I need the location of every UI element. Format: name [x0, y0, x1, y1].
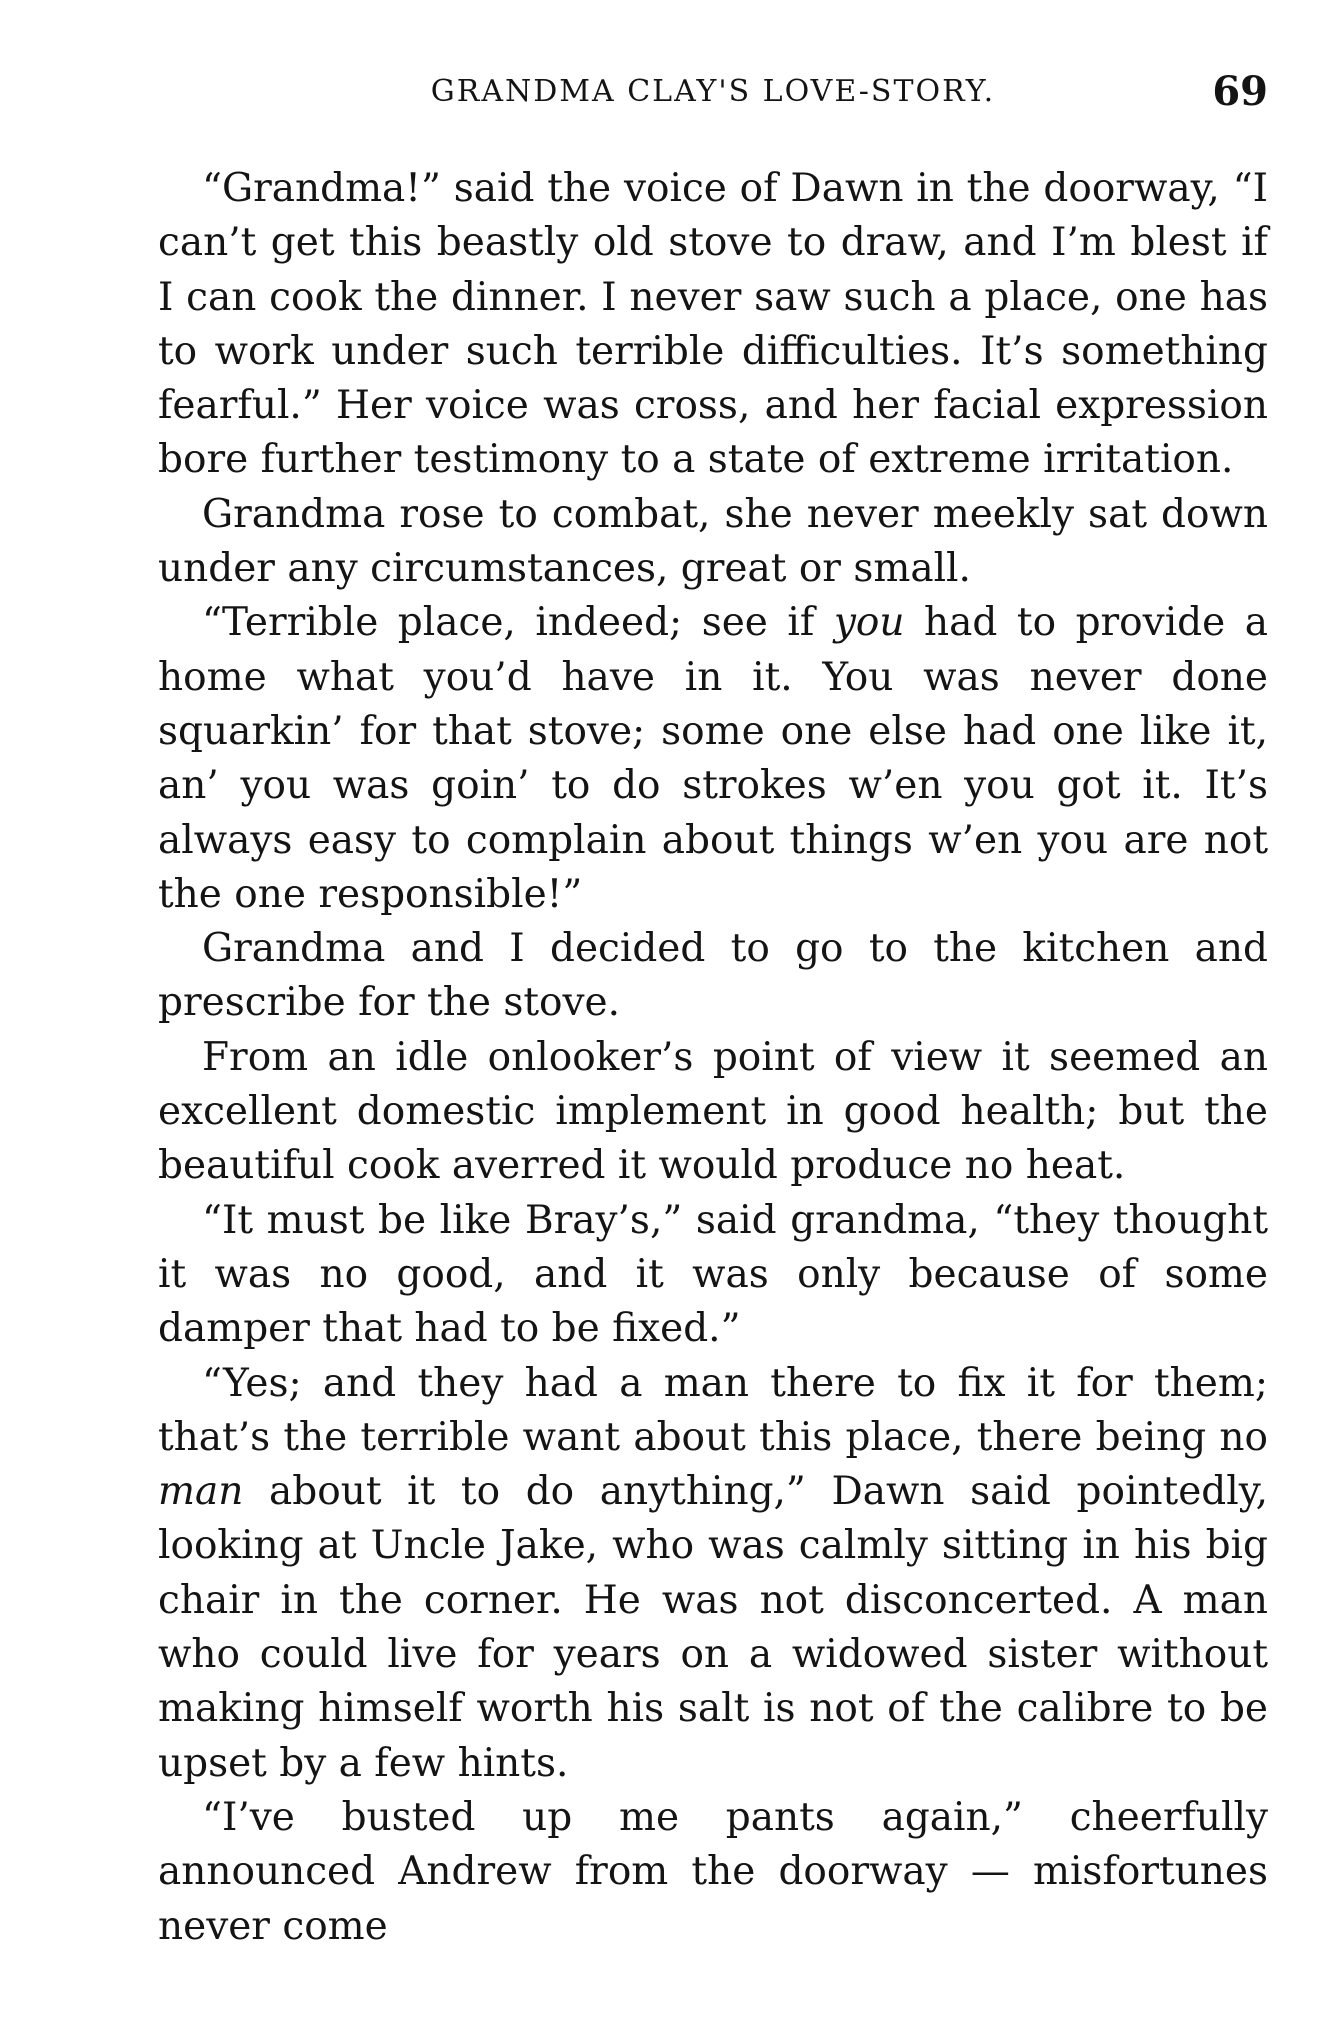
paragraph-1: [158, 162, 1268, 488]
paragraph-text: “It must be like Bray’s,” said grandma, “they thought it was no good, and it was only because of some damper that had to be fixed.”: [158, 1197, 1268, 1352]
paragraph-text: “I’ve busted up me pants again,” cheerfully announced Andrew from the doorway — misfortunes never come: [158, 1794, 1268, 1949]
running-title: GRANDMA CLAY'S LOVE-STORY.: [430, 74, 996, 109]
paragraph-5: [158, 1031, 1268, 1194]
paragraph-7: [158, 1357, 1268, 1791]
emphasized-word: you: [833, 600, 905, 646]
paragraph-6: [158, 1194, 1268, 1357]
paragraph-text-continued: had to provide a home what you’d have in it. You was never done squarkin’ for that stove; some one else had one like it, an’ you was goin’ to do strokes w’en you got it. It’s always easy to complain about things w’en you are not the one responsible!”: [158, 600, 1269, 917]
paragraph-text: “Grandma!” said the voice of Dawn in the doorway, “I can’t get this beastly old stove to draw, and I’m blest if I can cook the dinner. I never saw such a place, one has to work under such terrible difficulties. It’s something fearful.” Her voice was cross, and her facial expression bore further testimony to a state of extreme irritation.: [158, 166, 1268, 483]
paragraph-text: Grandma and I decided to go to the kitchen and prescribe for the stove.: [158, 926, 1268, 1026]
paragraph-text: “Terrible place, indeed; see if: [202, 600, 834, 646]
paragraph-2: [158, 488, 1268, 597]
paragraph-text-continued: about it to do anything,” Dawn said pointedly, looking at Uncle Jake, who was calmly sitting in his big chair in the corner. He was not disconcerted. A man who could live for years on a widowed sister without making himself worth his salt is not of the calibre to be upset by a few hints.: [158, 1469, 1268, 1786]
body-text: [158, 162, 1268, 1954]
running-head: [158, 62, 1268, 122]
paragraph-4: [158, 922, 1268, 1031]
book-page: [158, 62, 1268, 1954]
paragraph-8: [158, 1791, 1268, 1954]
emphasized-word: man: [158, 1469, 244, 1515]
paragraph-text: From an idle onlooker’s point of view it seemed an excellent domestic implement in good health; but the beautiful cook averred it would produce no heat.: [158, 1034, 1268, 1189]
paragraph-text: “Yes; and they had a man there to fix it for them; that’s the terrible want about this place, there being no: [158, 1360, 1268, 1460]
paragraph-3: [158, 596, 1268, 922]
paragraph-text: Grandma rose to combat, she never meekly sat down under any circumstances, great or small.: [158, 491, 1268, 592]
page-number: 69: [1212, 68, 1268, 115]
